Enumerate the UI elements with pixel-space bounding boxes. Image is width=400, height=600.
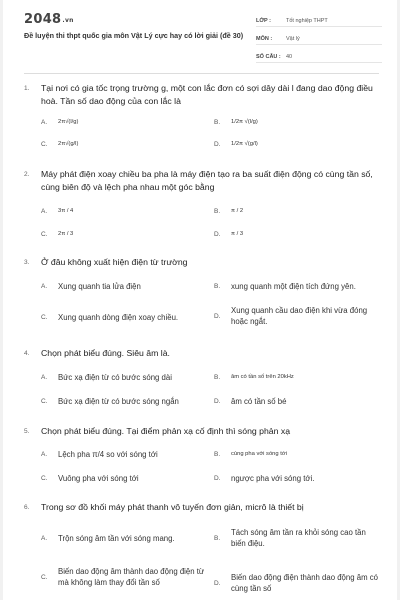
question-3 (24, 256, 382, 270)
option-letter: C. (41, 141, 48, 148)
option-text: Bức xạ điện từ có bước sóng dài (58, 373, 172, 382)
question-text: Tại nơi có gia tốc trọng trường g, một con lắc đơn có sợi dây dài l đang dao động điều hoà. Tần số dao động của con lắc là (41, 83, 373, 106)
option-text: π / 2 (231, 208, 244, 214)
question-text: Trong sơ đồ khối máy phát thanh vô tuyến đơn giản, micrô là thiết bị (41, 502, 304, 512)
option-3c[interactable] (41, 312, 211, 323)
meta-row-subject (256, 31, 382, 45)
option-text: Lệch pha π/4 so với sóng tới (58, 450, 158, 459)
option-letter: A. (41, 283, 48, 290)
option-text: Xung quanh cầu dao điện khi vừa đóng hoặc ngắt. (231, 306, 368, 326)
option-letter: B. (214, 208, 221, 215)
option-text: 2π√(g/l) (58, 141, 79, 147)
question-5 (24, 425, 382, 439)
question-number: 5. (24, 428, 30, 435)
option-2d[interactable] (214, 229, 374, 240)
option-text: 2π√(l/g) (58, 119, 79, 125)
option-text: âm có tần số bé (231, 397, 287, 406)
option-1a[interactable] (41, 117, 191, 128)
option-letter: B. (214, 451, 221, 458)
option-4c[interactable] (41, 396, 211, 407)
meta-key: MÔN : (256, 36, 273, 42)
option-letter: C. (41, 475, 48, 482)
worksheet-page (3, 0, 397, 600)
option-letter: A. (41, 451, 48, 458)
question-text: Chọn phát biểu đúng. Tại điểm phản xạ cố định thì sóng phản xạ (41, 426, 291, 436)
option-5c[interactable] (41, 473, 211, 484)
option-letter: B. (214, 374, 221, 381)
option-2b[interactable] (214, 206, 374, 217)
option-5b[interactable] (214, 449, 382, 460)
option-letter: D. (214, 312, 221, 320)
option-text: 2π / 3 (58, 231, 74, 237)
site-logo[interactable] (24, 12, 74, 27)
option-letter: D. (214, 231, 221, 238)
option-letter: A. (41, 119, 48, 126)
option-6d[interactable] (214, 572, 382, 594)
document-title: Đề luyện thi thpt quốc gia môn Vật Lý cực hay có lời giải (đề 30) (24, 31, 244, 40)
meta-key: SỐ CÂU : (256, 54, 281, 60)
question-number: 2. (24, 171, 30, 178)
meta-value: Tốt nghiệp THPT (286, 18, 328, 24)
option-text: 1/2π √(g/l) (231, 141, 258, 147)
option-2a[interactable] (41, 206, 191, 217)
option-text: Vuông pha với sóng tới (58, 474, 139, 483)
option-4b[interactable] (214, 372, 382, 383)
option-6b[interactable] (214, 527, 382, 549)
option-1b[interactable] (214, 117, 374, 128)
option-5a[interactable] (41, 449, 211, 460)
option-text: π / 3 (231, 231, 244, 237)
option-3d[interactable] (214, 305, 382, 327)
option-letter: C. (41, 398, 48, 405)
meta-key: LỚP : (256, 18, 271, 24)
option-letter: C. (41, 314, 48, 321)
option-6c[interactable] (41, 566, 211, 588)
option-text: Tách sóng âm tần ra khỏi sóng cao tần biến điệu. (231, 528, 366, 548)
option-text: cùng pha với sóng tới (231, 451, 287, 457)
option-1d[interactable] (214, 139, 374, 150)
option-3b[interactable] (214, 281, 382, 292)
logo-text: 2048 (24, 12, 62, 27)
question-text: Ở đâu không xuất hiện điện từ trường (41, 257, 188, 267)
question-text: Chọn phát biểu đúng. Siêu âm là. (41, 348, 170, 358)
meta-value: Vật lý (286, 36, 300, 42)
option-letter: C. (41, 573, 48, 581)
option-letter: D. (214, 579, 221, 587)
option-6a[interactable] (41, 533, 211, 544)
option-letter: C. (41, 231, 48, 238)
header-divider (24, 73, 379, 74)
option-text: 1/2π √(l/g) (231, 119, 258, 125)
meta-panel (256, 13, 382, 67)
option-text: Trộn sóng âm tần với sóng mang. (58, 534, 175, 543)
option-text: Xung quanh tia lửa điện (58, 282, 141, 291)
question-6 (24, 501, 382, 515)
option-2c[interactable] (41, 229, 191, 240)
question-number: 1. (24, 85, 30, 92)
question-2 (24, 168, 382, 193)
meta-row-class (256, 13, 382, 27)
option-letter: D. (214, 475, 221, 482)
option-letter: D. (214, 398, 221, 405)
question-number: 6. (24, 504, 30, 511)
option-letter: D. (214, 141, 221, 148)
option-4d[interactable] (214, 396, 382, 407)
question-number: 3. (24, 259, 30, 266)
option-letter: A. (41, 374, 48, 381)
option-text: ngược pha với sóng tới. (231, 474, 315, 483)
option-5d[interactable] (214, 473, 382, 484)
logo-suffix: .vn (62, 17, 74, 24)
option-text: Biến dao động điện thành dao động âm có cùng tần số (231, 573, 378, 593)
question-1 (24, 82, 382, 107)
option-text: xung quanh một điện tích đứng yên. (231, 282, 356, 291)
option-text: 3π / 4 (58, 208, 74, 214)
question-4 (24, 347, 382, 361)
option-text: Xung quanh dòng điện xoay chiều. (58, 313, 179, 322)
option-letter: B. (214, 283, 221, 290)
option-letter: B. (214, 534, 221, 542)
option-letter: B. (214, 119, 221, 126)
option-text: âm có tần số trên 20kHz (231, 374, 294, 380)
option-1c[interactable] (41, 139, 191, 150)
meta-row-count (256, 49, 382, 63)
option-text: Biến dao động âm thành dao động điện từ mà không làm thay đổi tần số (58, 567, 205, 587)
question-number: 4. (24, 350, 30, 357)
option-3a[interactable] (41, 281, 211, 292)
question-text: Máy phát điện xoay chiều ba pha là máy điện tạo ra ba suất điện động có cùng tần số, cùng biên độ và lệch pha nhau một góc bằng (41, 169, 373, 192)
option-4a[interactable] (41, 372, 211, 383)
option-text: Bức xạ điện từ có bước sóng ngắn (58, 397, 179, 406)
option-letter: A. (41, 208, 48, 215)
option-letter: A. (41, 535, 48, 542)
meta-value: 40 (286, 54, 293, 60)
